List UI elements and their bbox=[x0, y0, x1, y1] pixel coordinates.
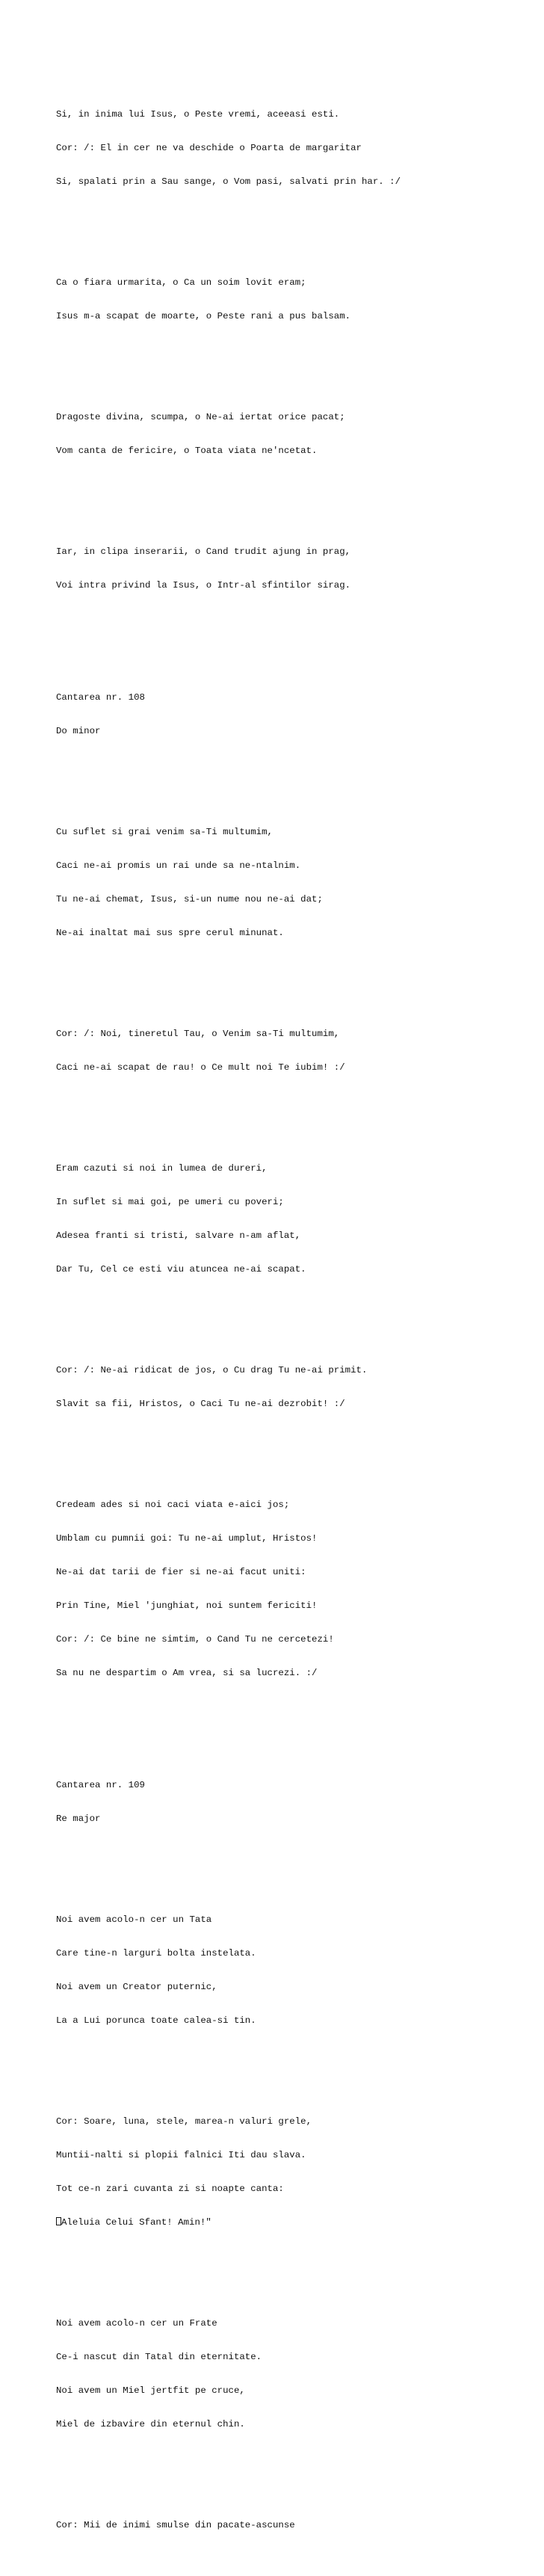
text-line: Dar Tu, Cel ce esti viu atuncea ne-ai scapat. bbox=[56, 1264, 306, 1275]
text-line: Cor: /: Ce bine ne simtim, o Cand Tu ne cercetezi! bbox=[56, 1634, 334, 1645]
verse-block bbox=[56, 255, 534, 345]
text-line: Ne-ai dat tarii de fier si ne-ai facut uniti: bbox=[56, 1567, 306, 1577]
song-key: Re major bbox=[56, 1814, 101, 1824]
text-line: Cor: Mii de inimi smulse din pacate-ascunse bbox=[56, 2520, 295, 2530]
text-line: Muntii-nalti si plopii falnici Iti dau slava. bbox=[56, 2150, 306, 2160]
verse-block bbox=[56, 524, 534, 614]
verse-block bbox=[56, 87, 534, 210]
text-line: Isus m-a scapat de moarte, o Peste rani a pus balsam. bbox=[56, 311, 351, 321]
text-line: Umblam cu pumnii goi: Tu ne-ai umplut, Hristos! bbox=[56, 1533, 318, 1544]
verse-block bbox=[56, 1892, 534, 2049]
verse-block bbox=[56, 1141, 534, 1298]
text-line: Si, spalati prin a Sau sange, o Vom pasi, salvati prin har. :/ bbox=[56, 176, 401, 187]
song-title: Cantarea nr. 108 bbox=[56, 692, 145, 703]
song-header bbox=[56, 670, 534, 759]
text-line: Cor: Soare, luna, stele, marea-n valuri grele, bbox=[56, 2116, 312, 2127]
verse-block bbox=[56, 2296, 534, 2453]
text-line: Ca o fiara urmarita, o Ca un soim lovit eram; bbox=[56, 277, 306, 288]
text-line: Tu ne-ai chemat, Isus, si-un nume nou ne-ai dat; bbox=[56, 894, 323, 905]
text-line: In suflet si mai goi, pe umeri cu poveri; bbox=[56, 1197, 284, 1207]
text-line: Vom canta de fericire, o Toata viata ne'ncetat. bbox=[56, 446, 318, 456]
text-line: Care tine-n larguri bolta instelata. bbox=[56, 1948, 256, 1959]
song-header bbox=[56, 1757, 534, 1847]
text-line: Cor: /: Ne-ai ridicat de jos, o Cu drag Tu ne-ai primit. bbox=[56, 1365, 368, 1375]
text-line: Dragoste divina, scumpa, o Ne-ai iertat orice pacat; bbox=[56, 412, 345, 422]
text-line: Noi avem acolo-n cer un Frate bbox=[56, 2318, 217, 2329]
text-line: La a Lui porunca toate calea-si tin. bbox=[56, 2015, 256, 2026]
text-line bbox=[56, 2217, 534, 2228]
text-line: Caci ne-ai promis un rai unde sa ne-ntalnim. bbox=[56, 860, 301, 871]
song-key: Do minor bbox=[56, 726, 101, 736]
text-line: Caci ne-ai scapat de rau! o Ce mult noi Te iubim! :/ bbox=[56, 1062, 345, 1073]
song-title: Cantarea nr. 109 bbox=[56, 1780, 145, 1790]
missing-glyph-icon bbox=[56, 2217, 61, 2225]
document-page bbox=[56, 53, 534, 2576]
text-line: Cor: /: Noi, tineretul Tau, o Venim sa-Ti multumim, bbox=[56, 1029, 340, 1039]
text-line: Sa nu ne despartim o Am vrea, si sa lucrezi. :/ bbox=[56, 1668, 318, 1678]
chorus-block bbox=[56, 1343, 534, 1432]
text-line: Cor: /: El in cer ne va deschide o Poarta de margaritar bbox=[56, 143, 362, 153]
text-line: Slavit sa fii, Hristos, o Caci Tu ne-ai dezrobit! :/ bbox=[56, 1399, 345, 1409]
text-line: Credeam ades si noi caci viata e-aici jos; bbox=[56, 1500, 290, 1510]
text-line: Cu suflet si grai venim sa-Ti multumim, bbox=[56, 827, 273, 837]
text-line: Noi avem acolo-n cer un Tata bbox=[56, 1914, 212, 1925]
text-line: Noi avem un Creator puternic, bbox=[56, 1982, 217, 1992]
text-line: Adesea franti si tristi, salvare n-am aflat, bbox=[56, 1230, 301, 1241]
verse-block bbox=[56, 804, 534, 961]
chorus-block bbox=[56, 1006, 534, 1096]
text-line: Ne-ai inaltat mai sus spre cerul minunat. bbox=[56, 928, 284, 938]
verse-block bbox=[56, 1477, 534, 1701]
chorus-block bbox=[56, 2498, 534, 2554]
verse-block bbox=[56, 389, 534, 479]
text-line: Prin Tine, Miel 'junghiat, noi suntem fericiti! bbox=[56, 1600, 318, 1611]
text-line-content: Aleluia Celui Sfant! Amin!" bbox=[61, 2217, 211, 2228]
text-line: Ce-i nascut din Tatal din eternitate. bbox=[56, 2352, 262, 2362]
text-line: Eram cazuti si noi in lumea de dureri, bbox=[56, 1163, 268, 1174]
text-line: Miel de izbavire din eternul chin. bbox=[56, 2419, 245, 2429]
text-line: Si, in inima lui Isus, o Peste vremi, aceeasi esti. bbox=[56, 109, 340, 120]
text-line: Iar, in clipa inserarii, o Cand trudit ajung in prag, bbox=[56, 546, 351, 557]
text-line: Tot ce-n zari cuvanta zi si noapte canta: bbox=[56, 2184, 284, 2194]
text-line: Voi intra privind la Isus, o Intr-al sfintilor sirag. bbox=[56, 580, 351, 591]
chorus-block bbox=[56, 2094, 534, 2251]
text-line: Noi avem un Miel jertfit pe cruce, bbox=[56, 2385, 245, 2396]
